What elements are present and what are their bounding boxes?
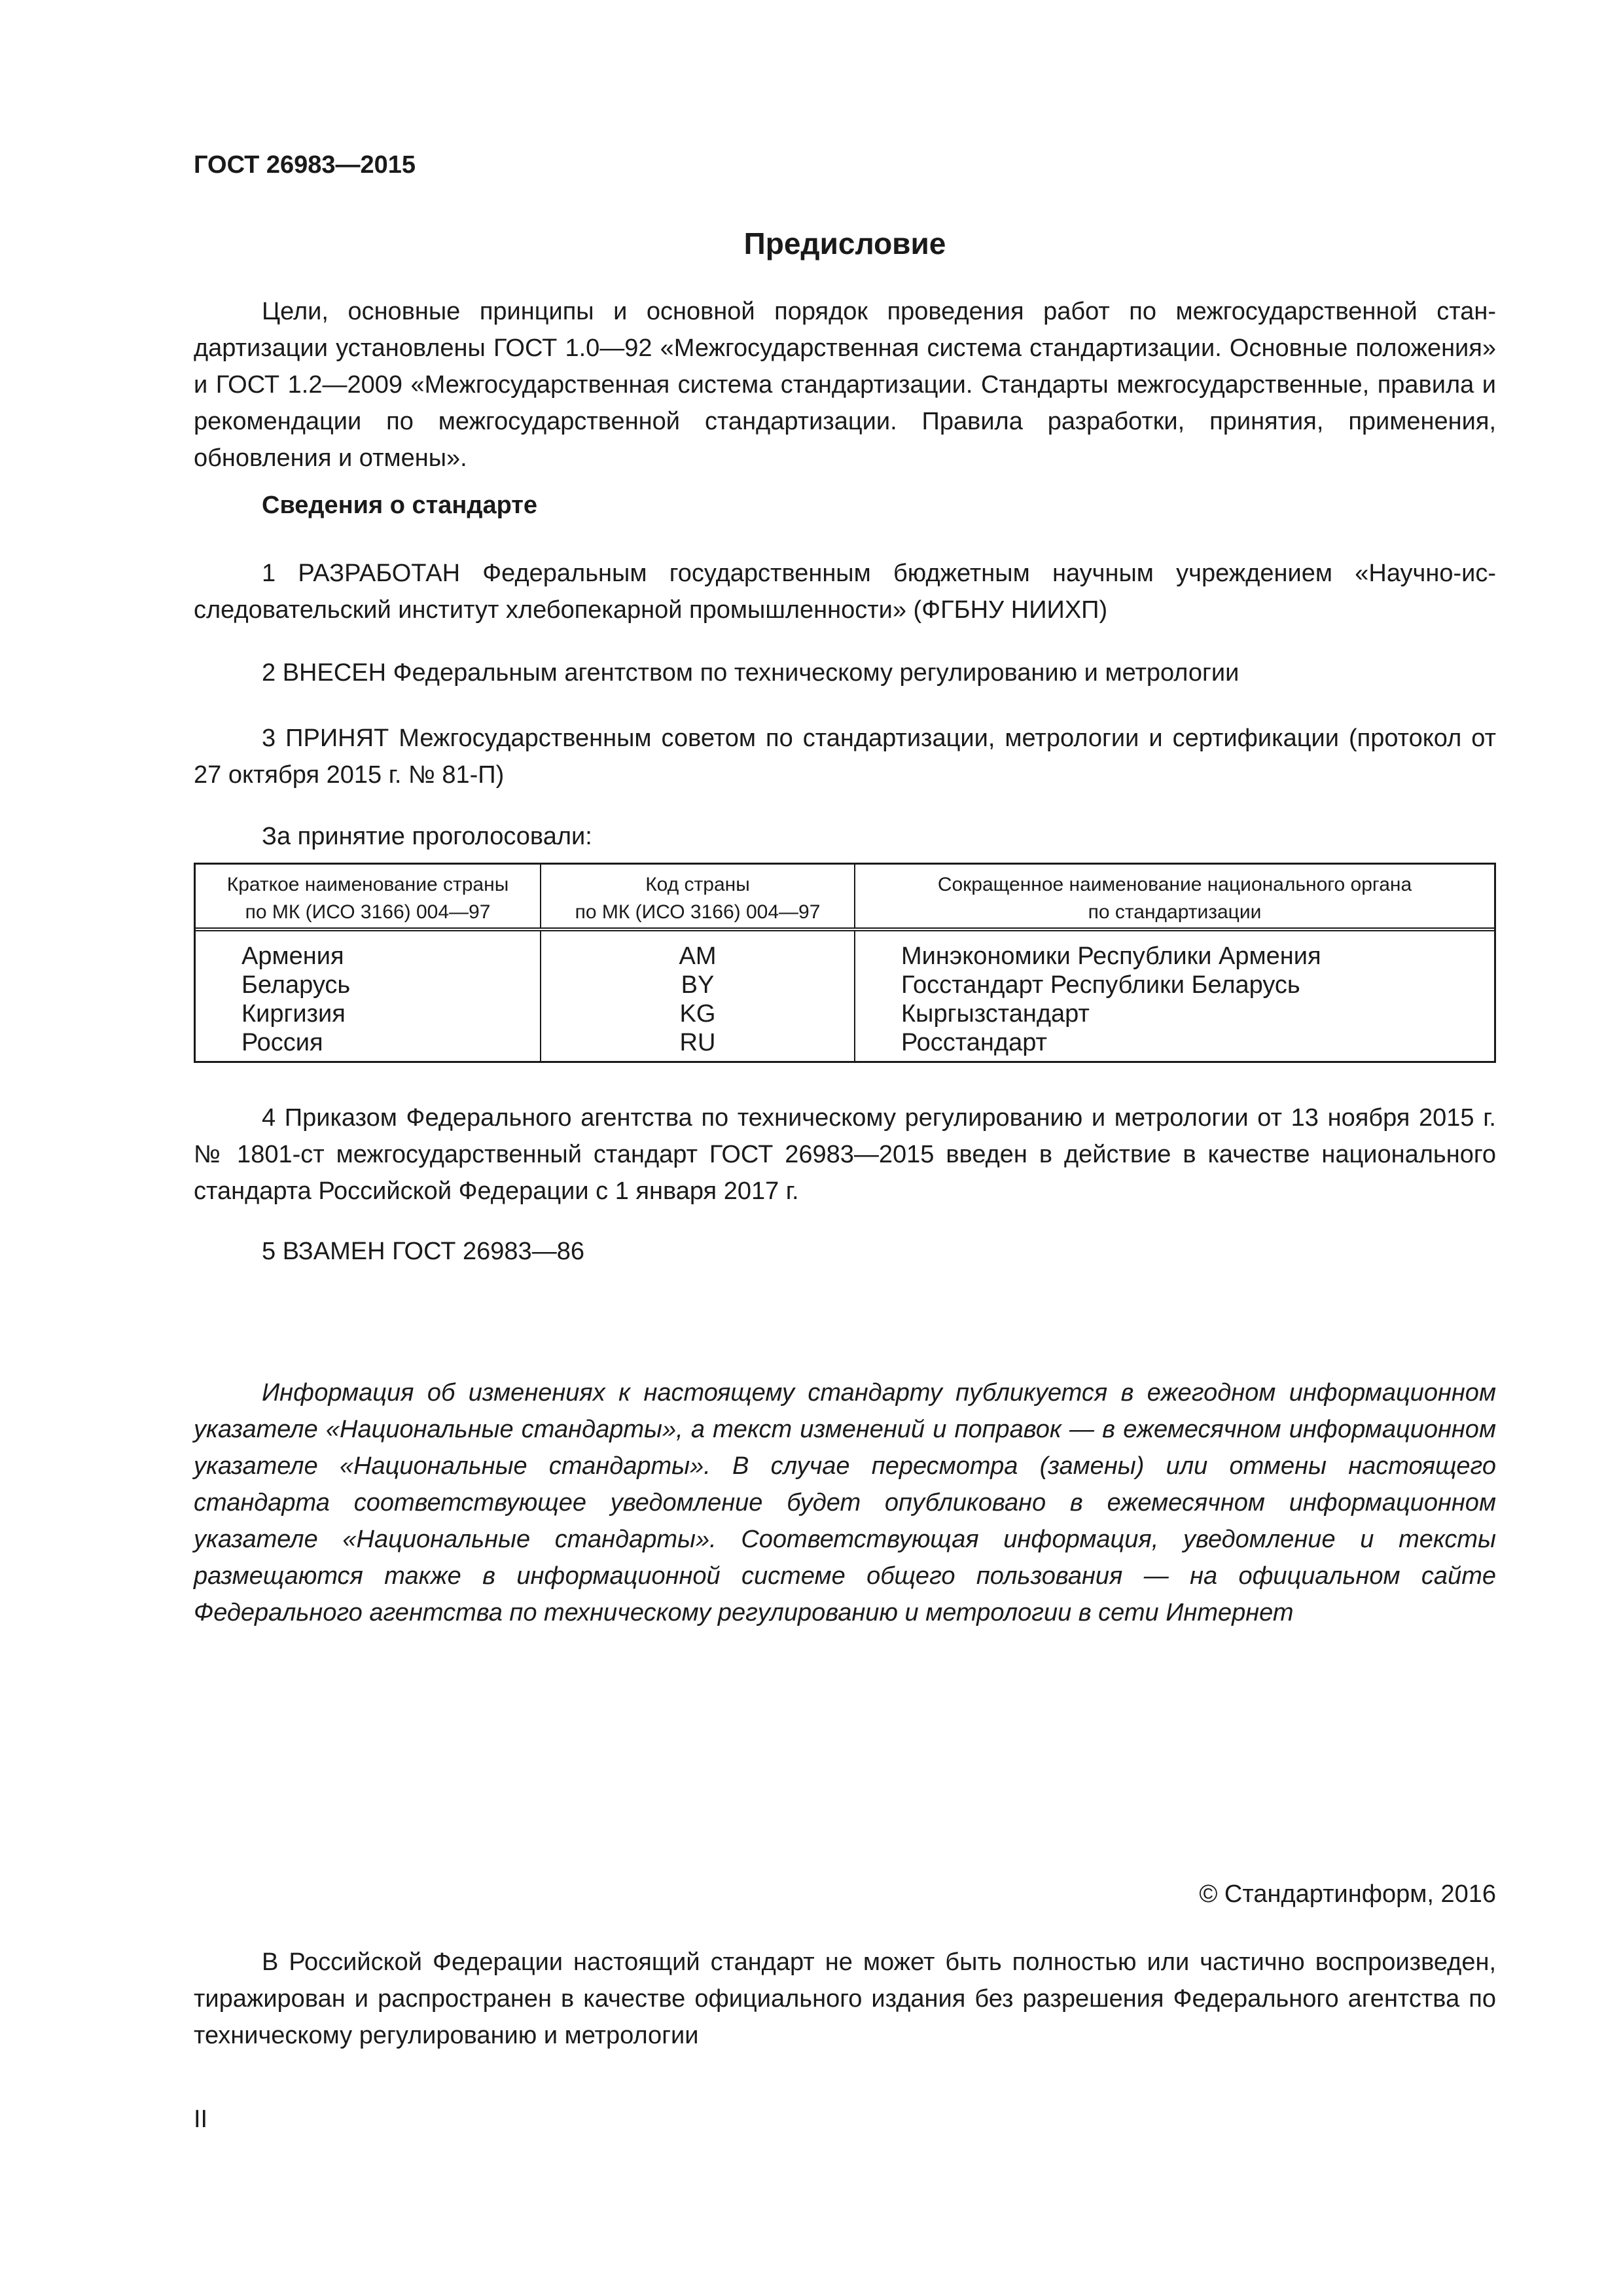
table-cell-body: Росстандарт: [901, 1029, 1047, 1056]
header-cell-body: [855, 865, 1494, 927]
table-cell-code: RU: [679, 1029, 716, 1056]
page-number: II: [194, 2106, 208, 2133]
table-column-code: [541, 931, 855, 1061]
item-2-submitted: 2 ВНЕСЕН Федеральным агентством по техническому регулированию и метрологии: [262, 659, 1240, 687]
table-header-row: [196, 865, 1494, 931]
table-cell-body: Минэкономики Республики Армения: [901, 942, 1321, 970]
voting-table: [194, 863, 1496, 1063]
header-body-line1: Сокращенное наименование национального органа: [937, 874, 1412, 895]
amendments-notice: Информация об изменениях к настоящему стандарту публикуется в ежегодном информационном указателе «Национальные стандарты», а текст изменений и поправок — в ежемесячном информационном указателе «Национальные стандарты». В случае пересмотра (замены) или отмены настоящего стандарта соответствующее уведомление будет опубликовано в ежемесячном информационном указателе «Национальные стандарты». Соответствующая информация, уведомление и тексты размещаются также в информационной системе общего пользования — на официальном сайте Федерального агентства по техническому регулированию и метрологии в сети Интернет: [194, 1379, 1496, 1626]
page-title: Предисловие: [743, 226, 946, 260]
item-3-adopted: 3 ПРИНЯТ Межгосударственным советом по стандартизации, метрологии и сертификации (протокол от 27 октября 2015 г. № 81-П): [194, 725, 1496, 789]
table-cell-country: Беларусь: [241, 971, 351, 999]
header-cell-country: [196, 865, 541, 927]
table-cell-country: Киргизия: [241, 1000, 346, 1028]
header-code-line1: Код страны: [645, 874, 750, 895]
table-cell-country: Россия: [241, 1029, 323, 1056]
table-cell-code: KG: [679, 1000, 716, 1028]
table-cell-body: Кыргызстандарт: [901, 1000, 1090, 1028]
intro-paragraph: Цели, основные принципы и основной порядок проведения работ по межгосударственной стандартизации установлены ГОСТ 1.0—92 «Межгосударственная система стандартизации. Основные положения» и ГОСТ 1.2—2009 «Межгосударственная система стандартизации. Стандарты межгосударственные, правила и рекомендации по межгосударственной стандартизации. Правила разработки, принятия, применения, обновления и отмены».: [194, 298, 1496, 472]
item-4-order: 4 Приказом Федерального агентства по техническому регулированию и метрологии от 13 ноября 2015 г. № 1801-ст межгосударственный стандарт ГОСТ 26983—2015 введен в действие в качестве национального стандарта Российской Федерации с 1 января 2017 г.: [194, 1104, 1496, 1205]
item-5-replaces: 5 ВЗАМЕН ГОСТ 26983—86: [262, 1238, 584, 1265]
table-cell-body: Госстандарт Республики Беларусь: [901, 971, 1300, 999]
table-cell-code: AM: [679, 942, 717, 970]
header-cell-code: [541, 865, 855, 927]
header-country-line1: Краткое наименование страны: [226, 874, 509, 895]
table-column-country: [196, 931, 541, 1061]
info-heading: Сведения о стандарте: [262, 492, 538, 519]
header-country-line2: по МК (ИСО 3166) 004—97: [245, 901, 491, 923]
header-body-line2: по стандартизации: [1088, 901, 1262, 923]
table-cell-code: BY: [681, 971, 715, 999]
document-code-header: ГОСТ 26983—2015: [194, 151, 416, 179]
table-cell-country: Армения: [241, 942, 344, 970]
table-column-body: [855, 931, 1494, 1061]
document-page: [194, 0, 1496, 2296]
rights-paragraph: В Российской Федерации настоящий стандарт не может быть полностью или частично воспроизведен, тиражирован и распространен в качестве официального издания без разрешения Федерального агентства по техническому регулированию и метрологии: [194, 1948, 1496, 2049]
header-code-line2: по МК (ИСО 3166) 004—97: [575, 901, 821, 923]
item-1-developed: 1 РАЗРАБОТАН Федеральным государственным бюджетным научным учреждением «Научно-исследовательский институт хлебопекарной промышленности» (ФГБНУ НИИХП): [194, 560, 1496, 624]
copyright-line: © Стандартинформ, 2016: [1199, 1880, 1496, 1908]
voted-label: За принятие проголосовали:: [262, 823, 592, 850]
